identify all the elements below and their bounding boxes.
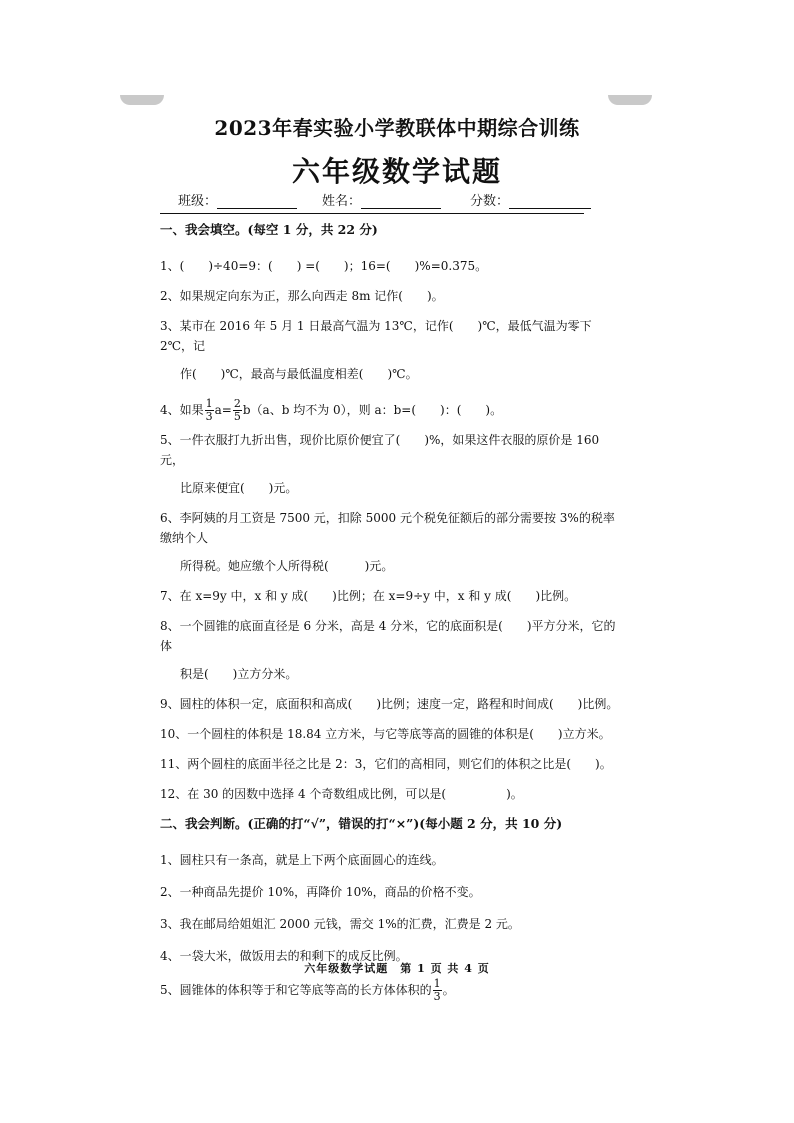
score-blank[interactable] [509, 196, 591, 209]
fraction-numerator: 1 [433, 977, 441, 990]
name-label: 姓名： [322, 194, 362, 209]
question-1-6-line2: 所得税。她应缴个人所得税( )元。 [180, 559, 394, 573]
q4-middle: a= [214, 403, 232, 417]
fraction-denominator: 3 [433, 990, 441, 1003]
class-label: 班级： [178, 194, 218, 209]
question-1-11: 11、两个圆柱的底面半径之比是 2：3，它们的高相同，则它们的体积之比是( )。 [160, 757, 612, 771]
fraction-numerator: 2 [233, 397, 241, 410]
question-1-10: 10、一个圆柱的体积是 18.84 立方米，与它等底等高的圆锥的体积是( )立方米。 [160, 727, 611, 741]
question-2-3: 3、我在邮局给姐姐汇 2000 元钱，需交 1%的汇费，汇费是 2 元。 [160, 917, 520, 931]
q2-5-period: 。 [442, 983, 455, 997]
fraction-denominator: 3 [205, 410, 213, 423]
score-field[interactable] [470, 190, 591, 209]
fraction-two-fifths [233, 398, 242, 423]
exam-title: 2023年春实验小学教联体中期综合训练 [214, 116, 580, 140]
class-field[interactable] [178, 190, 297, 209]
question-1-4 [160, 396, 620, 424]
question-1-12: 12、在 30 的因数中选择 4 个奇数组成比例，可以是( )。 [160, 787, 523, 801]
question-1-5-line2: 比原来便宜( )元。 [180, 481, 298, 495]
question-1-1: 1、( )÷40=9：( ) =( )；16=( )%=0.375。 [160, 259, 488, 273]
fraction-one-third [205, 398, 214, 423]
score-label: 分数： [470, 194, 510, 209]
class-blank[interactable] [217, 196, 297, 209]
question-1-7: 7、在 x=9y 中，x 和 y 成( )比例；在 x=9÷y 中，x 和 y 成( )比例。 [160, 589, 577, 603]
question-1-2: 2、如果规定向东为正，那么向西走 8m 记作( )。 [160, 289, 444, 303]
student-info-row [0, 190, 794, 212]
question-1-3-line2: 作( )℃，最高与最低温度相差( )℃。 [180, 367, 418, 381]
question-2-4: 4、一袋大米，做饭用去的和剩下的成反比例。 [160, 949, 408, 963]
question-2-2: 2、一种商品先提价 10%，再降价 10%，商品的价格不变。 [160, 885, 481, 899]
section2-heading: 二、我会判断。(正确的打“√”，错误的打“×”)(每小题 2 分，共 10 分) [160, 816, 563, 831]
fraction-denominator: 5 [233, 410, 241, 423]
page-tab-right [608, 95, 652, 105]
question-2-5 [160, 976, 620, 1004]
fraction-numerator: 1 [205, 397, 213, 410]
q2-5-text: 5、圆锥体的体积等于和它等底等高的长方体体积的 [160, 983, 432, 997]
page-tab-left [120, 95, 164, 105]
q4-prefix: 4、如果 [160, 403, 204, 417]
question-1-5-line1: 5、一件衣服打九折出售，现价比原价便宜了( )%，如果这件衣服的原价是 160 元， [160, 433, 600, 467]
question-1-6-line1: 6、李阿姨的月工资是 7500 元，扣除 5000 元个税免征额后的部分需要按 3%的税率缴纳个人 [160, 511, 615, 545]
exam-subtitle: 六年级数学试题 [291, 155, 502, 188]
question-1-3-line1: 3、某市在 2016 年 5 月 1 日最高气温为 13℃，记作( )℃，最低气温为零下 2℃，记 [160, 319, 592, 353]
page-footer: 六年级数学试题 第 1 页 共 4 页 [304, 962, 490, 975]
name-field[interactable] [322, 190, 441, 209]
question-2-1: 1、圆柱只有一条高，就是上下两个底面圆心的连线。 [160, 853, 444, 867]
q4-suffix: b（a、b 均不为 0），则 a：b=( )：( )。 [242, 403, 503, 417]
question-1-8-line1: 8、一个圆锥的底面直径是 6 分米，高是 4 分米，它的底面积是( )平方分米，它的体 [160, 619, 616, 653]
fraction-one-third [433, 978, 442, 1003]
question-1-9: 9、圆柱的体积一定，底面积和高成( )比例；速度一定，路程和时间成( )比例。 [160, 697, 619, 711]
header-divider [160, 213, 584, 214]
section1-heading: 一、我会填空。(每空 1 分，共 22 分) [160, 222, 378, 237]
name-blank[interactable] [361, 196, 441, 209]
question-1-8-line2: 积是( )立方分米。 [180, 667, 298, 681]
exam-content [160, 220, 620, 1004]
